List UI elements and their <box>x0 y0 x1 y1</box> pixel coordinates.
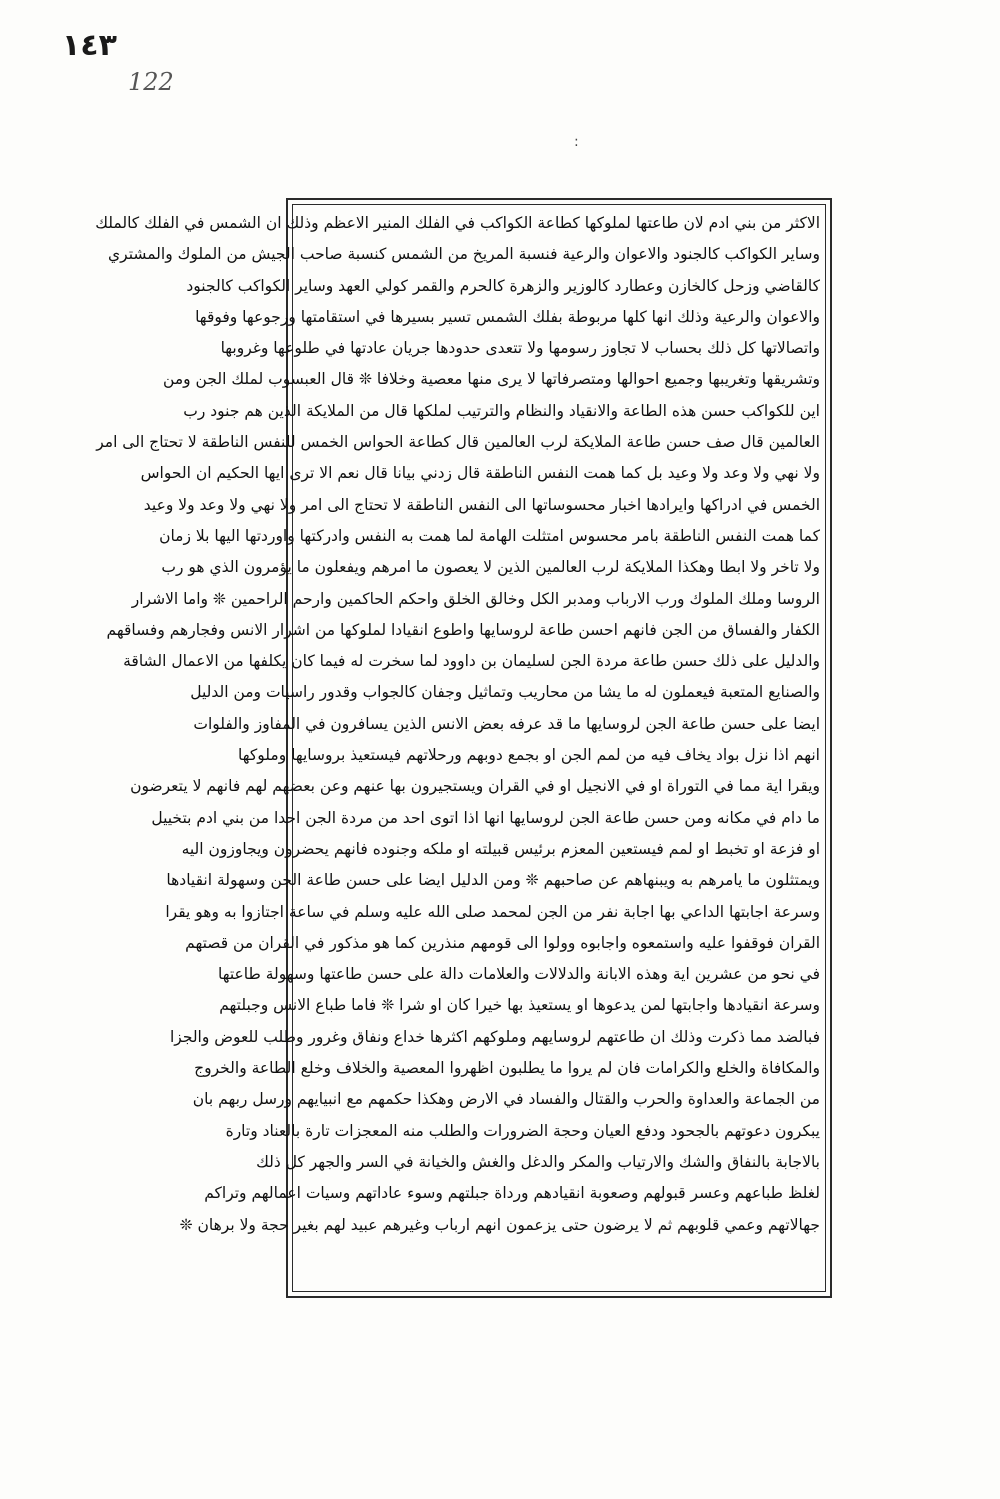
manuscript-line: بالاجابة بالنفاق والشك والارتياب والمكر والدغل والغش والخيانة في السر والجهر كل ذلك <box>256 1152 820 1171</box>
manuscript-line: والمكافاة والخلع والكرامات فان لم يروا ما يطلبون اظهروا المعصية والخلاف وخلع الطاعة والخروج <box>194 1059 820 1078</box>
manuscript-line: لغلظ طباعهم وعسر قبولهم وصعوبة انقيادهم ورداة جبلتهم وسوء عاداتهم وسيات اعمالهم وتراكم <box>204 1184 820 1203</box>
manuscript-line: او فزعة او تخبط او لمم فيستعين المعزم برئيس قبيلته او ملكه وجنوده فانهم يحضرون ويجاوزون اليه <box>181 839 820 858</box>
pencil-page-number: 122 <box>128 68 174 96</box>
manuscript-line: وساير الكواكب كالجنود والاعوان والرعية فنسبة المريخ من الشمس كنسبة صاحب الجيش من الملوك والمشتري <box>108 245 820 264</box>
manuscript-line <box>300 1241 820 1272</box>
manuscript-line: والاعوان والرعية وذلك انها كلها مربوطة بفلك الشمس تسير بسيرها في استقامتها ورجوعها وفوقها <box>195 307 820 326</box>
manuscript-line: وسرعة اجابتها الداعي بها اجابة نفر من الجن لمحمد صلى الله عليه وسلم في ساعة اجتازوا به وهو يقرا <box>165 902 820 921</box>
manuscript-line: فبالضد مما ذكرت وذلك ان طاعتهم لروسايهم وملوكهم اكثرها خداع ونفاق وغرور وطلب للعوض والجزا <box>169 1027 820 1046</box>
manuscript-line: ويقرا اية مما في التوراة او في الانجيل او في القران ويستجيرون بها عنهم وعن بعضهم لهم فانهم لا يتعرضون <box>130 777 820 796</box>
manuscript-line: اين للكواكب حسن هذه الطاعة والانقياد والنظام والترتيب لملكها قال من الملايكة الذين هم جنود رب <box>183 401 820 420</box>
manuscript-line: العالمين قال صف حسن طاعة الملايكة لرب العالمين قال كطاعة الحواس الخمس للنفس الناطقة لا تحتاج الى امر <box>96 433 820 452</box>
manuscript-line: الكفار والفساق من الجن فانهم احسن طاعة لروسايها واطوع انقيادا لملوكها من اشرار الانس وفجارهم وفساقهم <box>106 620 820 639</box>
manuscript-line: القران فوقفوا عليه واستمعوه واجابوه وولوا الى قومهم منذرين كما هو مذكور في القران من قصتهم <box>185 933 820 952</box>
manuscript-line: من الجماعة والعداوة والحرب والقتال والفساد في الارض وهكذا حكمهم مع انبيايهم ورسل ربهم بان <box>192 1090 820 1109</box>
manuscript-line: الاكثر من بني ادم لان طاعتها لملوكها كطاعة الكواكب في الفلك المنير الاعظم وذلك ان الشمس في الفلك كالملك <box>95 214 820 232</box>
manuscript-line: وسرعة انقيادها واجابتها لمن يدعوها او يستعيذ بها خيرا كان او شرا ❊ فاما طباع الانس وجبلتهم <box>219 996 820 1015</box>
manuscript-line: يبكرون دعوتهم بالجحود ودفع العيان وحجة الضرورات والطلب منه المعجزات تارة بالعناد وتارة <box>225 1121 820 1140</box>
manuscript-line: ايضا على حسن طاعة الجن لروسايها ما قد عرفه بعض الانس الذين يسافرون في المفاوز والفلوات <box>193 714 820 733</box>
ink-dots: : <box>574 134 579 150</box>
manuscript-line: ما دام في مكانه ومن حسن طاعة الجن لروسايها انها اذا اتوى احد من مردة الجن احدا من بني ادم بتخييل <box>151 808 820 827</box>
manuscript-text-block <box>95 208 820 1288</box>
manuscript-line: والصنايع المتعبة فيعملون له ما يشا من محاريب وتماثيل وجفان كالجواب وقدور راسيات ومن الدليل <box>190 683 820 702</box>
manuscript-line: كما همت النفس الناطقة بامر محسوس امتثلت الهامة لما همت به النفس وادركتها واوردتها اليها بلا زمان <box>159 526 820 545</box>
manuscript-line: الروسا وملك الملوك ورب الارباب ومدبر الكل وخالق الخلق واحكم الحاكمين وارحم الراحمين ❊ واما الاشرار <box>131 589 820 608</box>
manuscript-line: والدليل على ذلك حسن طاعة مردة الجن لسليمان بن داوود لما سخرت له فيما كان يكلفها من الاعمال الشاقة <box>123 652 820 671</box>
manuscript-line: واتصالاتها كل ذلك بحساب لا تجاوز رسومها ولا تتعدى حدودها جريان عادتها في طلوعها وغروبها <box>220 339 820 358</box>
manuscript-line: في نحو من عشرين اية وهذه الابانة والدلالات والعلامات دالة على حسن طاعتها وسهولة طاعتها <box>217 965 820 984</box>
manuscript-line: انهم اذا نزل بواد يخاف فيه من لمم الجن او بجمع دوبهم ورحلاتهم فيستعيذ بروسايها وملوكها <box>238 746 820 765</box>
manuscript-line: ويمتثلون ما يامرهم به ويبنهاهم عن صاحبهم ❊ ومن الدليل ايضا على حسن طاعة الجن وسهولة انقيادها <box>166 871 820 890</box>
folio-number: ١٤٣ <box>62 28 117 63</box>
manuscript-line: ولا تاخر ولا ابطا وهكذا الملايكة لرب العالمين الذين لا يعصون ما امرهم ويفعلون ما يؤمرون الذي هو رب <box>161 558 820 577</box>
manuscript-line: جهالاتهم وعمي قلوبهم ثم لا يرضون حتى يزعمون انهم ارباب وغيرهم عبيد لهم بغير حجة ولا برهان ❊ <box>179 1215 820 1234</box>
manuscript-line: كالقاضي وزحل كالخازن وعطارد كالوزير والزهرة كالحرم والقمر كولي العهد وساير الكواكب كالجنود <box>186 276 820 295</box>
manuscript-line: ولا نهي ولا وعد ولا وعيد بل كما همت النفس الناطقة قال زدني بيانا قال نعم الا ترى ايها الحكيم ان الحواس <box>140 464 820 483</box>
manuscript-line: الخمس في ادراكها وايرادها اخبار محسوساتها الى النفس الناطقة لا تحتاج الى امر ولا نهي ولا وعد ولا وعيد <box>143 495 820 514</box>
manuscript-line: وتشريقها وتغريبها وجميع احوالها ومتصرفاتها لا يرى منها معصية وخلافا ❊ قال العبسوب لملك الجن ومن <box>163 370 820 389</box>
